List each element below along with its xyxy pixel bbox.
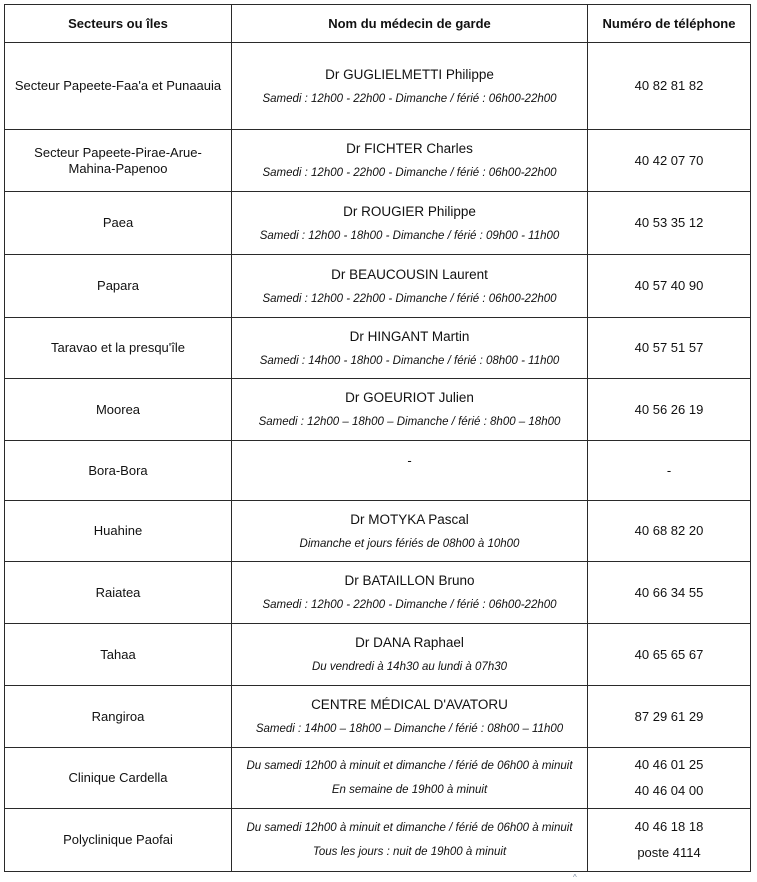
phone-cell: 40 53 35 12 — [588, 192, 751, 255]
sector-cell: Secteur Papeete-Pirae-Arue-Mahina-Papenoo — [5, 130, 232, 192]
on-call-hours: Du vendredi à 14h30 au lundi à 07h30 — [311, 661, 508, 673]
phone-cell: 40 66 34 55 — [588, 562, 751, 624]
phone-cell: 40 68 82 20 — [588, 501, 751, 562]
on-call-hours: Samedi : 12h00 - 18h00 - Dimanche / férié : 09h00 - 11h00 — [259, 229, 560, 242]
table-row — [5, 501, 751, 562]
on-call-hours: Du samedi 12h00 à minuit et dimanche / férié de 06h00 à minuit — [246, 821, 573, 834]
phone-cell: 87 29 61 29 — [588, 686, 751, 748]
doctor-cell — [232, 379, 588, 441]
doctor-cell — [232, 192, 588, 255]
doctor-cell — [232, 501, 588, 562]
sector-cell: Huahine — [5, 501, 232, 562]
phone-cell: 40 82 81 82 — [588, 43, 751, 130]
header-phone: Numéro de téléphone — [588, 5, 751, 43]
sector-cell: Bora-Bora — [5, 441, 232, 501]
table-header-row — [5, 5, 751, 43]
doctor-cell: - — [232, 441, 588, 501]
on-call-hours: En semaine de 19h00 à minuit — [331, 783, 488, 796]
sector-cell: Secteur Papeete-Faa'a et Punaauia — [5, 43, 232, 130]
table-row — [5, 562, 751, 624]
on-call-hours: Samedi : 12h00 - 22h00 - Dimanche / férié : 06h00-22h00 — [262, 92, 557, 105]
on-call-hours: Samedi : 12h00 - 22h00 - Dimanche / férié : 06h00-22h00 — [262, 292, 557, 305]
phone-cell: 40 57 51 57 — [588, 318, 751, 379]
header-sector: Secteurs ou îles — [5, 5, 232, 43]
doctor-name: Dr FICHTER Charles — [346, 141, 473, 156]
on-call-hours: Samedi : 12h00 - 22h00 - Dimanche / férié : 06h00-22h00 — [262, 167, 557, 179]
sector-cell: Taravao et la presqu'île — [5, 318, 232, 379]
table-row — [5, 809, 751, 872]
on-call-hours: Samedi : 14h00 – 18h00 – Dimanche / férié : 08h00 – 11h00 — [255, 723, 564, 735]
table-row — [5, 318, 751, 379]
page-edge-mark: ^ — [573, 873, 577, 882]
doctor-name: Dr ROUGIER Philippe — [343, 203, 476, 219]
phone-cell: 40 42 07 70 — [588, 130, 751, 192]
doctor-name: Dr DANA Raphael — [355, 635, 464, 650]
doctor-name: Dr HINGANT Martin — [349, 328, 470, 344]
table-row — [5, 441, 751, 501]
phone-number: poste 4114 — [637, 845, 701, 860]
phone-cell — [588, 748, 751, 809]
doctor-name: CENTRE MÉDICAL D'AVATORU — [311, 697, 508, 712]
sector-cell: Raiatea — [5, 562, 232, 624]
on-call-hours: Samedi : 12h00 - 22h00 - Dimanche / férié : 06h00-22h00 — [262, 599, 557, 611]
doctor-name: Dr GOEURIOT Julien — [345, 390, 474, 405]
doctor-cell — [232, 686, 588, 748]
table-row — [5, 43, 751, 130]
phone-number: 40 46 04 00 — [634, 783, 704, 798]
doctor-cell — [232, 130, 588, 192]
doctor-cell — [232, 318, 588, 379]
table-row — [5, 379, 751, 441]
header-doctor: Nom du médecin de garde — [232, 5, 588, 43]
on-call-hours: Dimanche et jours fériés de 08h00 à 10h00 — [299, 537, 520, 550]
on-call-hours: Tous les jours : nuit de 19h00 à minuit — [312, 845, 507, 858]
on-call-hours: Samedi : 14h00 - 18h00 - Dimanche / férié : 08h00 - 11h00 — [259, 354, 560, 367]
sector-cell: Polyclinique Paofai — [5, 809, 232, 872]
doctor-cell — [232, 255, 588, 318]
doctor-name: Dr BEAUCOUSIN Laurent — [331, 266, 488, 282]
table-row — [5, 192, 751, 255]
phone-number: 40 46 18 18 — [634, 819, 704, 834]
phone-cell — [588, 809, 751, 872]
on-call-hours: Samedi : 12h00 – 18h00 – Dimanche / férié : 8h00 – 18h00 — [258, 416, 561, 428]
phone-number: 40 46 01 25 — [634, 757, 704, 772]
doctor-name: Dr BATAILLON Bruno — [344, 573, 475, 588]
doctor-cell — [232, 562, 588, 624]
phone-cell: - — [588, 441, 751, 501]
sector-cell: Papara — [5, 255, 232, 318]
table-row — [5, 686, 751, 748]
table-row — [5, 624, 751, 686]
on-call-doctors-table — [4, 4, 751, 872]
sector-cell: Clinique Cardella — [5, 748, 232, 809]
table-row — [5, 748, 751, 809]
sector-cell: Rangiroa — [5, 686, 232, 748]
doctor-cell — [232, 809, 588, 872]
phone-cell: 40 65 65 67 — [588, 624, 751, 686]
sector-cell: Tahaa — [5, 624, 232, 686]
on-call-hours: Du samedi 12h00 à minuit et dimanche / férié de 06h00 à minuit — [246, 759, 573, 772]
doctor-name: Dr MOTYKA Pascal — [350, 511, 469, 527]
doctor-cell — [232, 43, 588, 130]
phone-cell: 40 56 26 19 — [588, 379, 751, 441]
table-row — [5, 255, 751, 318]
phone-cell: 40 57 40 90 — [588, 255, 751, 318]
sector-cell: Moorea — [5, 379, 232, 441]
doctor-cell — [232, 624, 588, 686]
doctor-cell — [232, 748, 588, 809]
doctor-name: Dr GUGLIELMETTI Philippe — [325, 66, 494, 82]
sector-cell: Paea — [5, 192, 232, 255]
table-row — [5, 130, 751, 192]
